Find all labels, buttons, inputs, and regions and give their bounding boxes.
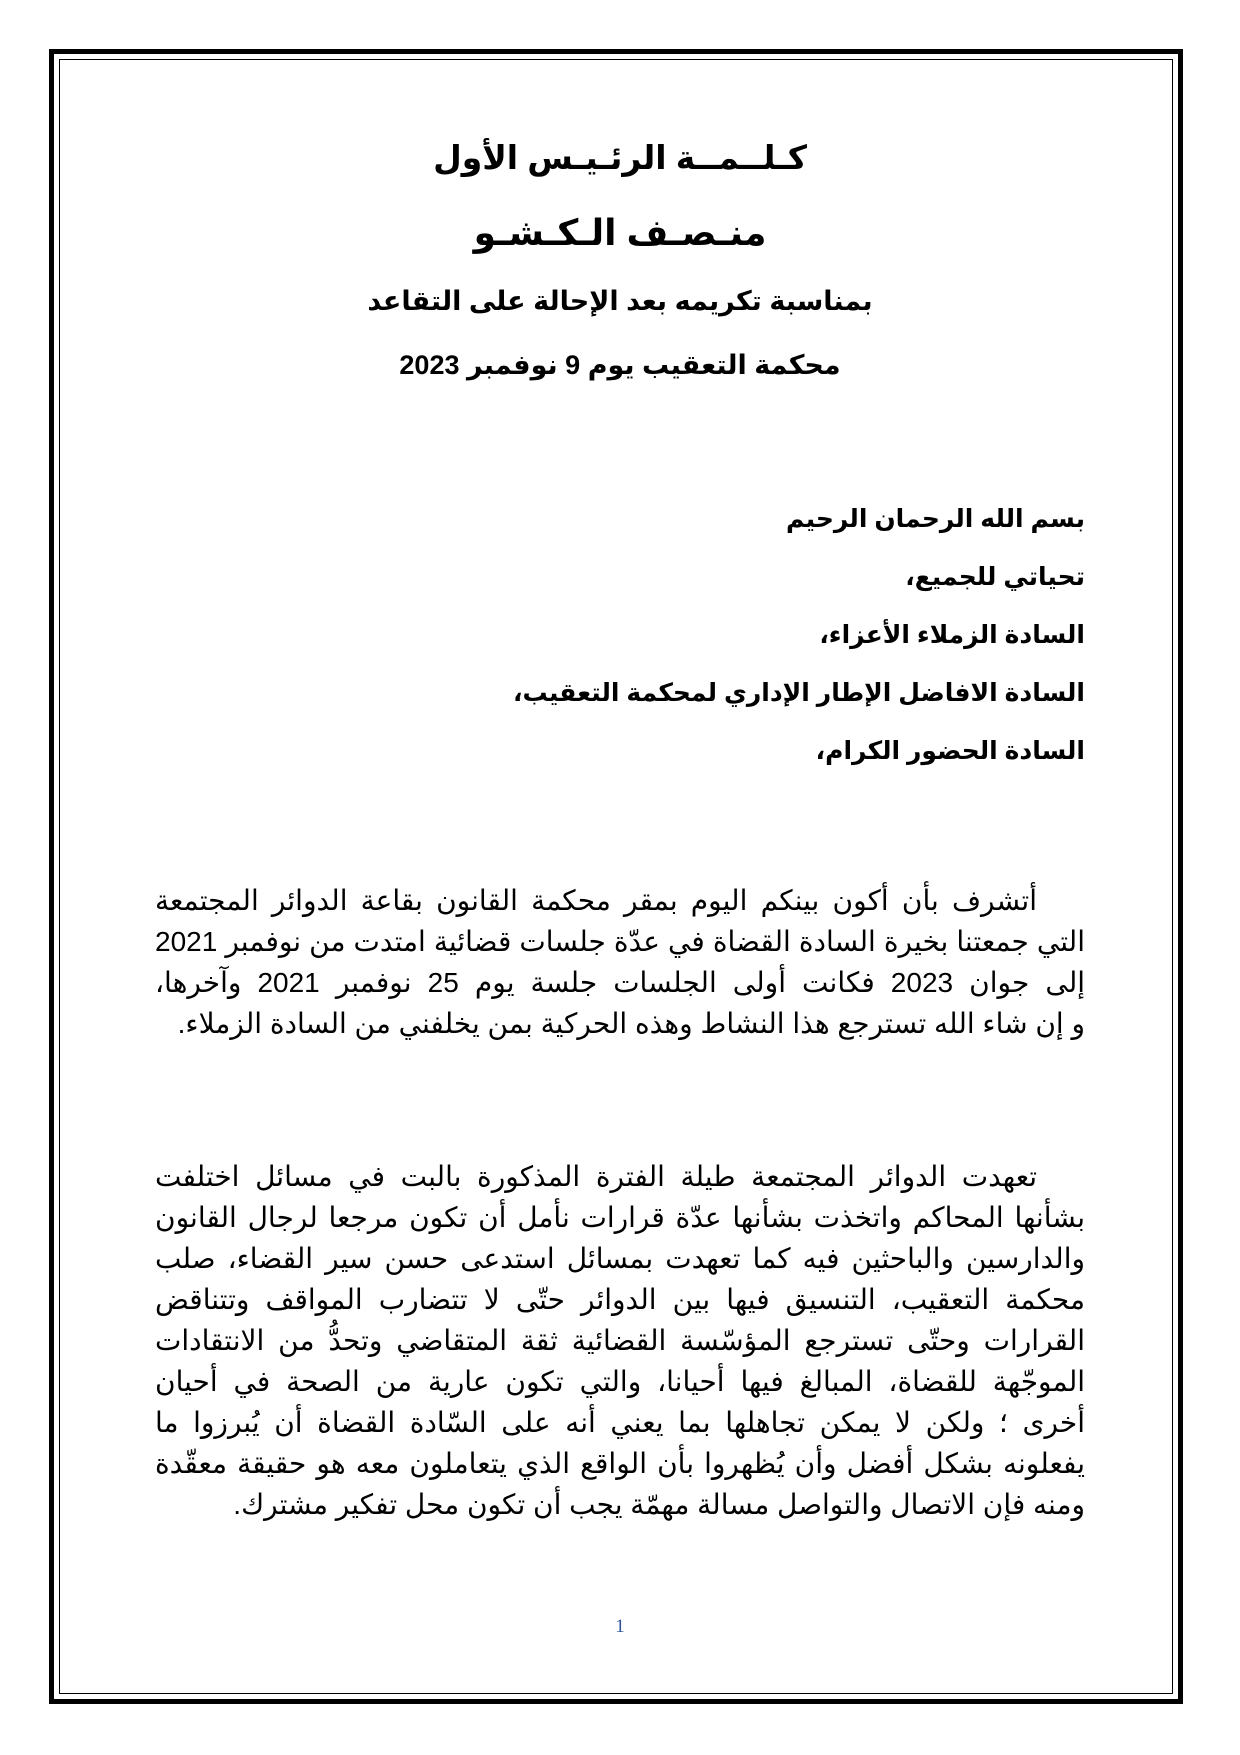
paragraph-line: محكمة التعقيب، التنسيق فيها بين الدوائر حتّى لا تتضارب المواقف وتتناقض: [155, 1284, 1085, 1315]
paragraph-plenary-chambers: [155, 1156, 1085, 1525]
paragraph-opening: [155, 880, 1085, 1044]
paragraph-line: أخرى ؛ ولكن لا يمكن تجاهلها بما يعني أنه على السّادة القضاة أن يُبرزوا ما: [155, 1407, 1085, 1438]
paragraph-line: والدارسين والباحثين فيه كما تعهدت بمسائل استدعى حسن سير القضاء، صلب: [155, 1243, 1085, 1274]
speaker-name: منـصـف الـكـشـو: [473, 212, 767, 253]
greeting-admin-staff: السادة الافاضل الإطار الإداري لمحكمة التعقيب،: [513, 679, 1085, 707]
paragraph-line: القرارات وحتّى تسترجع المؤسّسة القضائية ثقة المتقاضي وتحدُّ من الانتقادات: [155, 1325, 1085, 1356]
paragraph-line: و إن شاء الله تسترجع هذا النشاط وهذه الحركية بمن يخلفني من السادة الزملاء.: [177, 1008, 1085, 1039]
greeting-audience: السادة الحضور الكرام،: [815, 737, 1085, 765]
paragraph-line: بشأنها المحاكم واتخذت بشأنها عدّة قرارات نأمل أن تكون مرجعا لرجال القانون: [155, 1202, 1085, 1233]
paragraph-line: أتشرف بأن أكون بينكم اليوم بمقر محكمة القانون بقاعة الدوائر المجتمعة: [155, 885, 1037, 916]
greetings-block: [513, 502, 1085, 792]
page-number: 1: [615, 1616, 625, 1637]
speech-title: كـلــمــة الرئـيـس الأول: [433, 139, 807, 176]
paragraph-line: يفعلونه بشكل أفضل وأن يُظهروا بأن الواقع الذي يتعاملون معه هو حقيقة معقّدة: [155, 1448, 1085, 1479]
venue-date: محكمة التعقيب يوم 9 نوفمبر 2023: [399, 350, 841, 380]
occasion-subtitle: بمناسبة تكريمه بعد الإحالة على التقاعد: [367, 286, 873, 316]
paragraph-line: الموجّهة للقضاة، المبالغ فيها أحيانا، والتي تكون عارية من الصحة في أحيان: [155, 1366, 1085, 1397]
greeting-basmala: بسم الله الرحمان الرحيم: [786, 505, 1085, 533]
greeting-colleagues: السادة الزملاء الأعزاء،: [819, 621, 1085, 649]
paragraph-line: ومنه فإن الاتصال والتواصل مسالة مهمّة يجب أن تكون محل تفكير مشترك.: [233, 1489, 1085, 1520]
paragraph-line: تعهدت الدوائر المجتمعة طيلة الفترة المذكورة بالبت في مسائل اختلفت: [155, 1161, 1037, 1192]
paragraph-line: التي جمعتنا بخيرة السادة القضاة في عدّة جلسات قضائية امتدت من نوفمبر 2021: [155, 926, 1085, 957]
greeting-all: تحياتي للجميع،: [905, 563, 1085, 591]
paragraph-line: إلى جوان 2023 فكانت أولى الجلسات جلسة يوم 25 نوفمبر 2021 وآخرها،: [155, 967, 1086, 998]
